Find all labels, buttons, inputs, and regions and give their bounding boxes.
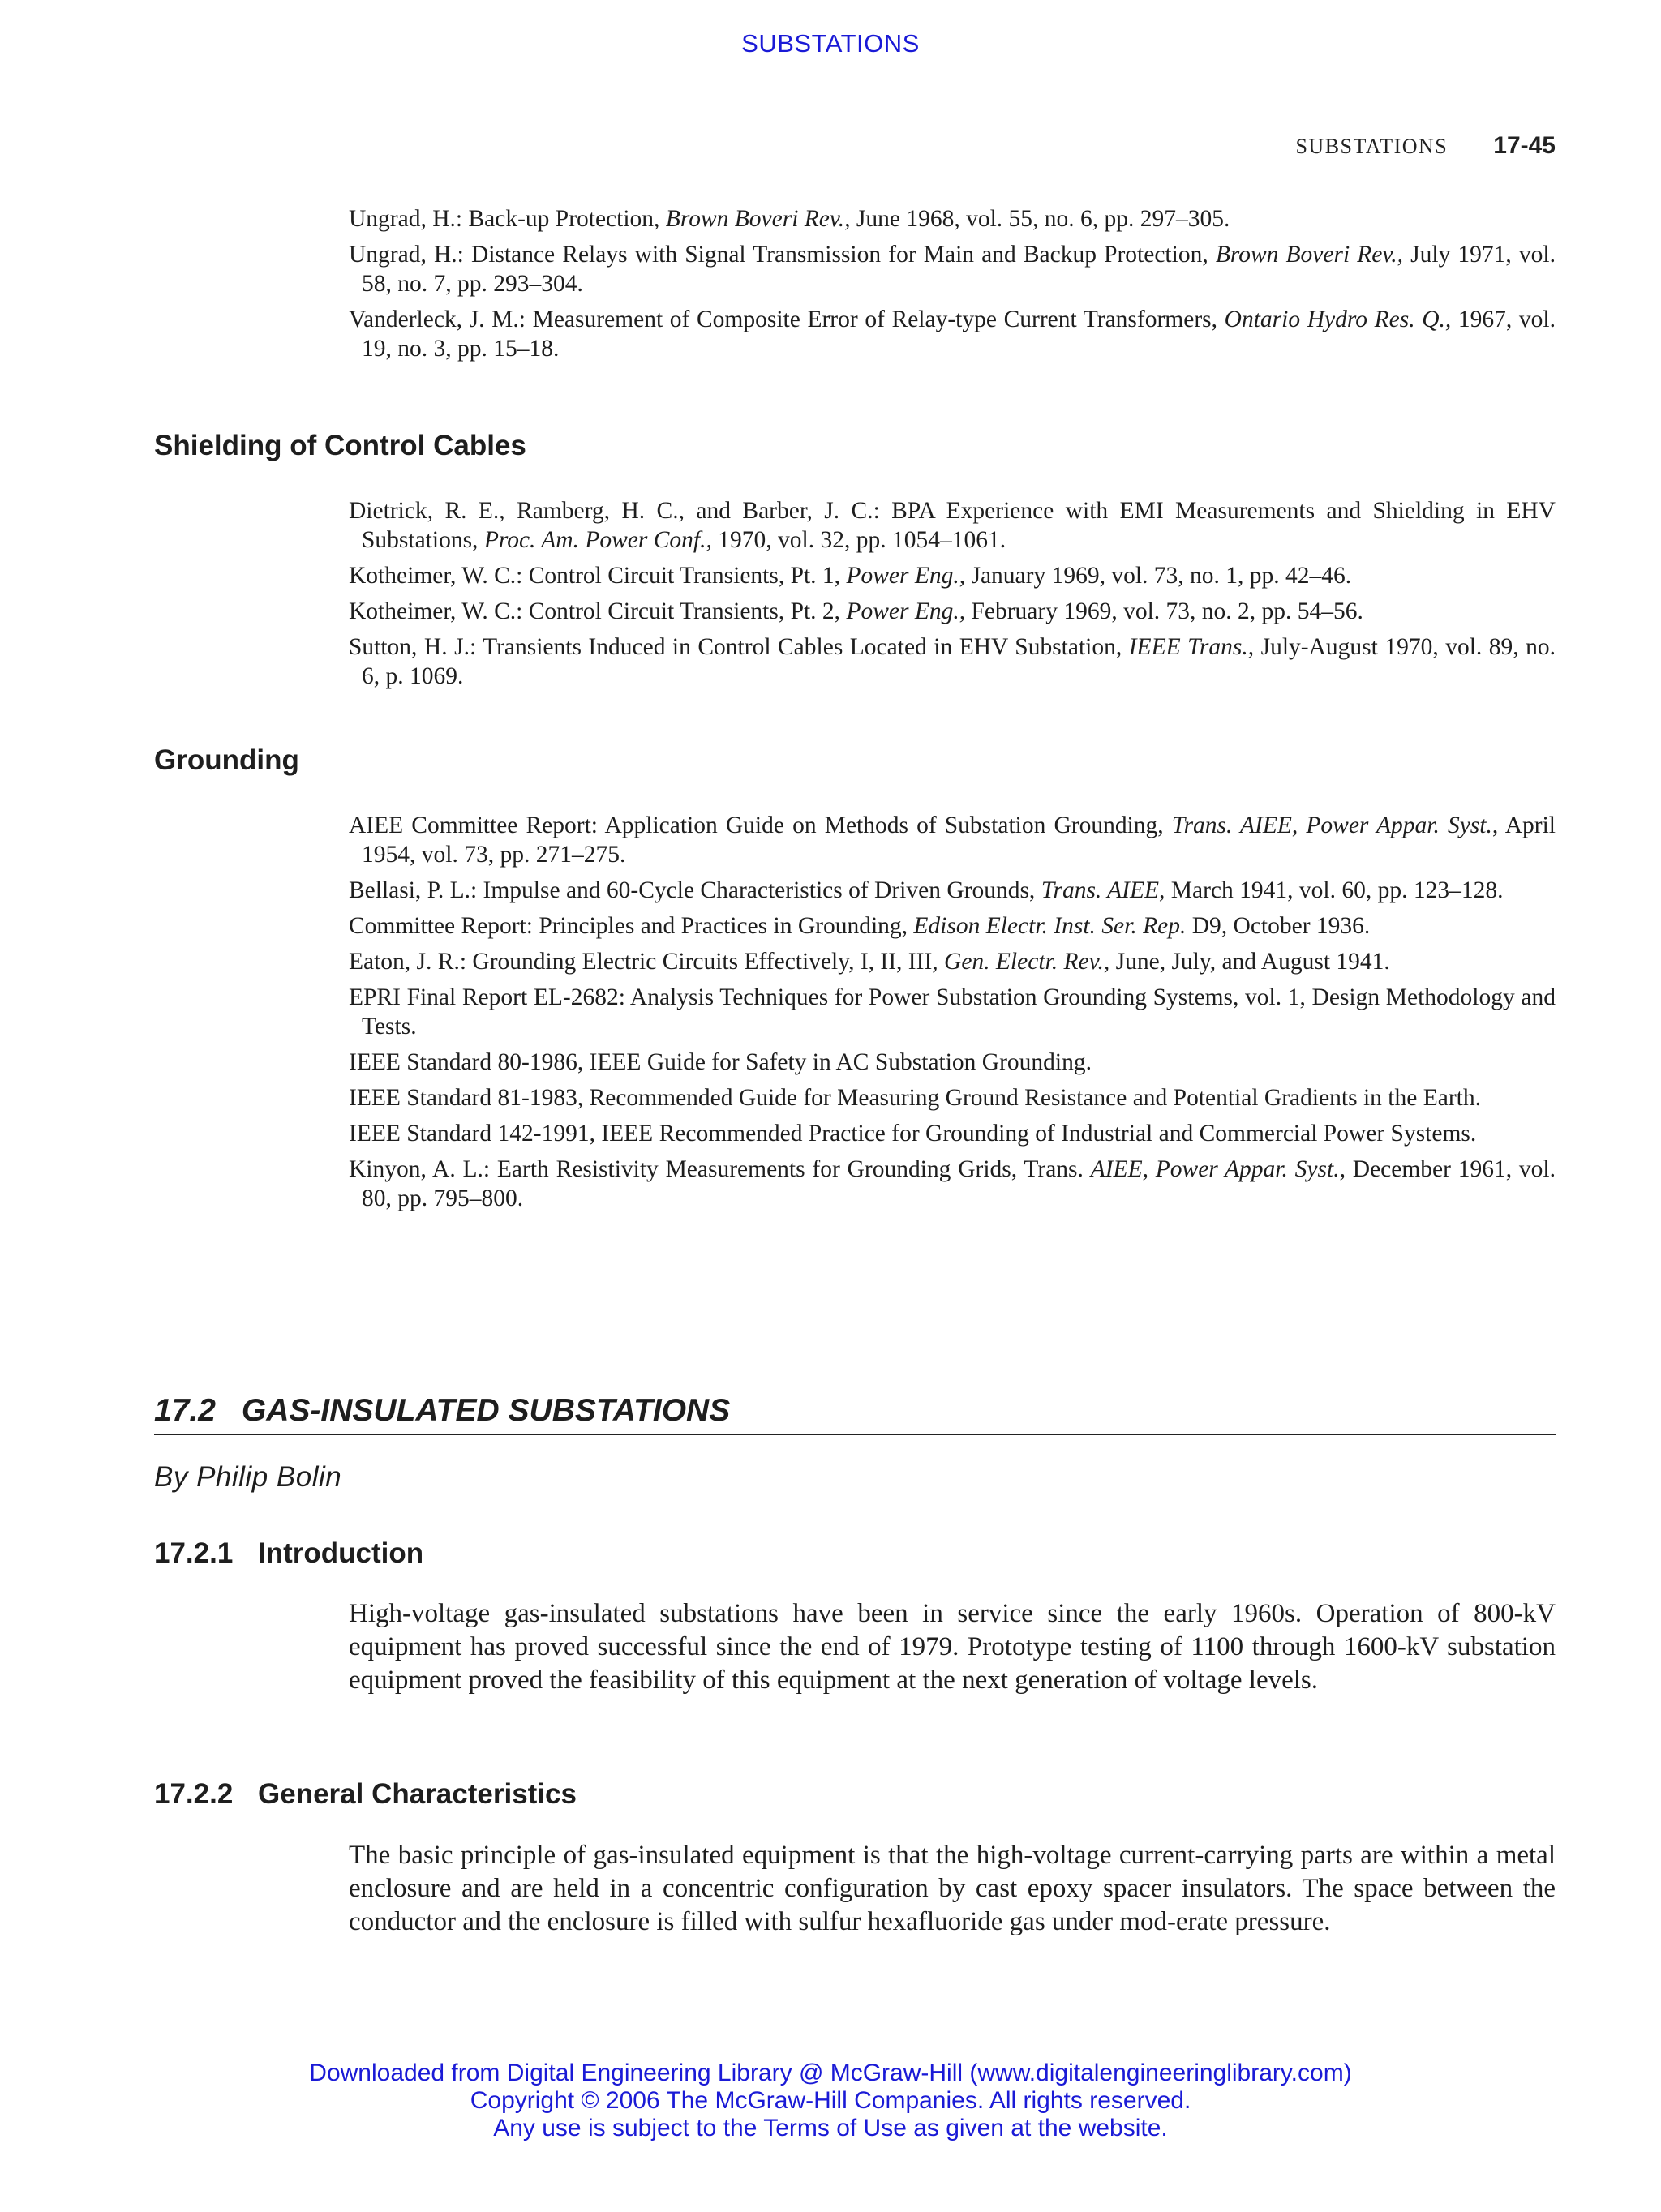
reference-item bbox=[349, 204, 1556, 234]
download-footer bbox=[0, 2060, 1661, 2142]
reference-item bbox=[349, 983, 1556, 1041]
reference-details: June, July, and August 1941. bbox=[1109, 949, 1390, 975]
paragraph-general-characteristics: The basic principle of gas-insulated equipment is that the high-voltage current-carrying parts are within a metal enclosure and are held in a concentric configuration by cast epoxy spacer insulators. The space between the conductor and the enclosure is filled with sulfur hexafluoride gas under mod-erate pressure. bbox=[349, 1841, 1556, 1936]
reference-details: , April 1954, vol. 73, pp. 271–275. bbox=[362, 812, 1556, 868]
reference-item bbox=[349, 305, 1556, 363]
reference-text: Ungrad, H.: Back-up Protection, bbox=[349, 206, 666, 232]
reference-item bbox=[349, 1083, 1556, 1112]
reference-text: EPRI Final Report EL-2682: Analysis Techniques for Power Substation Grounding Systems, vol. 1, Design Methodology and Tests. bbox=[349, 984, 1556, 1040]
reference-details: July 1971, vol. 58, no. 7, pp. 293–304. bbox=[362, 242, 1556, 297]
reference-details: February 1969, vol. 73, no. 2, pp. 54–56. bbox=[965, 598, 1363, 624]
reference-list-shielding bbox=[349, 496, 1556, 697]
reference-item bbox=[349, 811, 1556, 869]
reference-item bbox=[349, 496, 1556, 555]
reference-details: 1970, vol. 32, pp. 1054–1061. bbox=[711, 527, 1006, 553]
chapter-number: 17.2 bbox=[154, 1393, 216, 1428]
reference-item bbox=[349, 597, 1556, 626]
reference-details: D9, October 1936. bbox=[1186, 913, 1371, 939]
reference-details: December 1961, vol. 80, pp. 795–800. bbox=[362, 1156, 1556, 1211]
reference-item bbox=[349, 1048, 1556, 1077]
reference-journal: Power Eng., bbox=[846, 563, 966, 589]
reference-text: IEEE Standard 80-1986, IEEE Guide for Safety in AC Substation Grounding. bbox=[349, 1049, 1092, 1075]
reference-details: January 1969, vol. 73, no. 1, pp. 42–46. bbox=[965, 563, 1352, 589]
subsection-number: 17.2.2 bbox=[154, 1778, 234, 1810]
chapter-heading bbox=[154, 1393, 1556, 1435]
reference-details: March 1941, vol. 60, pp. 123–128. bbox=[1165, 877, 1504, 903]
reference-item bbox=[349, 947, 1556, 976]
footer-line-copyright: Copyright © 2006 The McGraw-Hill Companies. All rights reserved. bbox=[470, 2087, 1191, 2114]
page-banner: SUBSTATIONS bbox=[741, 29, 920, 58]
reference-text: Kinyon, A. L.: Earth Resistivity Measurements for Grounding Grids, Trans. bbox=[349, 1156, 1091, 1182]
reference-journal: Ontario Hydro Res. Q., bbox=[1224, 307, 1452, 332]
reference-journal: Gen. Electr. Rev., bbox=[944, 949, 1110, 975]
reference-text: Kotheimer, W. C.: Control Circuit Transients, Pt. 1, bbox=[349, 563, 847, 589]
reference-details: July-August 1970, vol. 89, no. 6, p. 1069. bbox=[362, 634, 1556, 689]
reference-text: IEEE Standard 81-1983, Recommended Guide for Measuring Ground Resistance and Potential Gradients in the Earth. bbox=[349, 1085, 1481, 1111]
page-number: 17-45 bbox=[1493, 132, 1556, 159]
section-heading-shielding: Shielding of Control Cables bbox=[154, 430, 526, 461]
reference-text: IEEE Standard 142-1991, IEEE Recommended Practice for Grounding of Industrial and Commercial Power Systems. bbox=[349, 1121, 1477, 1147]
reference-text: Dietrick, R. E., Ramberg, H. C., and Barber, J. C.: BPA Experience with EMI Measurements and Shielding in EHV Substations, bbox=[349, 498, 1556, 553]
subsection-title: Introduction bbox=[258, 1537, 424, 1569]
reference-item bbox=[349, 911, 1556, 941]
reference-text: Committee Report: Principles and Practices in Grounding, bbox=[349, 913, 914, 939]
reference-text: Ungrad, H.: Distance Relays with Signal Transmission for Main and Backup Protection, bbox=[349, 242, 1216, 268]
reference-text: Sutton, H. J.: Transients Induced in Control Cables Located in EHV Substation, bbox=[349, 634, 1129, 660]
reference-text: Eaton, J. R.: Grounding Electric Circuits Effectively, I, II, III, bbox=[349, 949, 945, 975]
reference-details: June 1968, vol. 55, no. 6, pp. 297–305. bbox=[850, 206, 1230, 232]
subsection-heading-introduction bbox=[154, 1537, 423, 1570]
reference-journal: Brown Boveri Rev., bbox=[665, 206, 851, 232]
paragraph-introduction: High-voltage gas-insulated substations have been in service since the early 1960s. Operation of 800-kV equipment has proved successful since the end of 1979. Prototype testing of 1100 through 1600-kV substation equipment proved the feasibility of this equipment at the next generation of voltage levels. bbox=[349, 1599, 1556, 1695]
subsection-title: General Characteristics bbox=[258, 1778, 577, 1810]
author-byline: By Philip Bolin bbox=[154, 1461, 342, 1493]
reference-journal: Power Eng., bbox=[846, 598, 966, 624]
reference-item bbox=[349, 240, 1556, 298]
reference-list-grounding bbox=[349, 811, 1556, 1220]
reference-text: Vanderleck, J. M.: Measurement of Composite Error of Relay-type Current Transformers, bbox=[349, 307, 1225, 332]
running-head-title: SUBSTATIONS bbox=[1295, 135, 1449, 158]
footer-line-terms: Any use is subject to the Terms of Use as given at the website. bbox=[493, 2115, 1168, 2141]
reference-item bbox=[349, 1155, 1556, 1213]
reference-item bbox=[349, 632, 1556, 691]
reference-text: Bellasi, P. L.: Impulse and 60-Cycle Characteristics of Driven Grounds, bbox=[349, 877, 1041, 903]
reference-journal: Brown Boveri Rev., bbox=[1215, 242, 1404, 268]
running-head bbox=[1295, 132, 1556, 160]
reference-item bbox=[349, 1119, 1556, 1148]
reference-item bbox=[349, 561, 1556, 590]
section-heading-grounding: Grounding bbox=[154, 744, 299, 776]
reference-item bbox=[349, 876, 1556, 905]
reference-text: Kotheimer, W. C.: Control Circuit Transients, Pt. 2, bbox=[349, 598, 847, 624]
reference-details: 1967, vol. 19, no. 3, pp. 15–18. bbox=[362, 307, 1556, 362]
chapter-title: GAS-INSULATED SUBSTATIONS bbox=[241, 1393, 731, 1428]
subsection-number: 17.2.1 bbox=[154, 1537, 234, 1569]
footer-line-download: Downloaded from Digital Engineering Library @ McGraw-Hill (www.digitalengineeringlibrary.com) bbox=[309, 2060, 1352, 2086]
reference-journal: Edison Electr. Inst. Ser. Rep. bbox=[913, 913, 1187, 939]
reference-journal: IEEE Trans., bbox=[1128, 634, 1255, 660]
reference-journal: Trans. AIEE, Power Appar. Syst. bbox=[1171, 812, 1492, 838]
reference-text: AIEE Committee Report: Application Guide on Methods of Substation Grounding, bbox=[349, 812, 1172, 838]
reference-journal: AIEE, Power Appar. Syst., bbox=[1090, 1156, 1346, 1182]
subsection-heading-general-characteristics bbox=[154, 1778, 577, 1811]
reference-list-continued bbox=[349, 204, 1556, 370]
reference-journal: Proc. Am. Power Conf., bbox=[483, 527, 712, 553]
reference-journal: Trans. AIEE, bbox=[1041, 877, 1165, 903]
